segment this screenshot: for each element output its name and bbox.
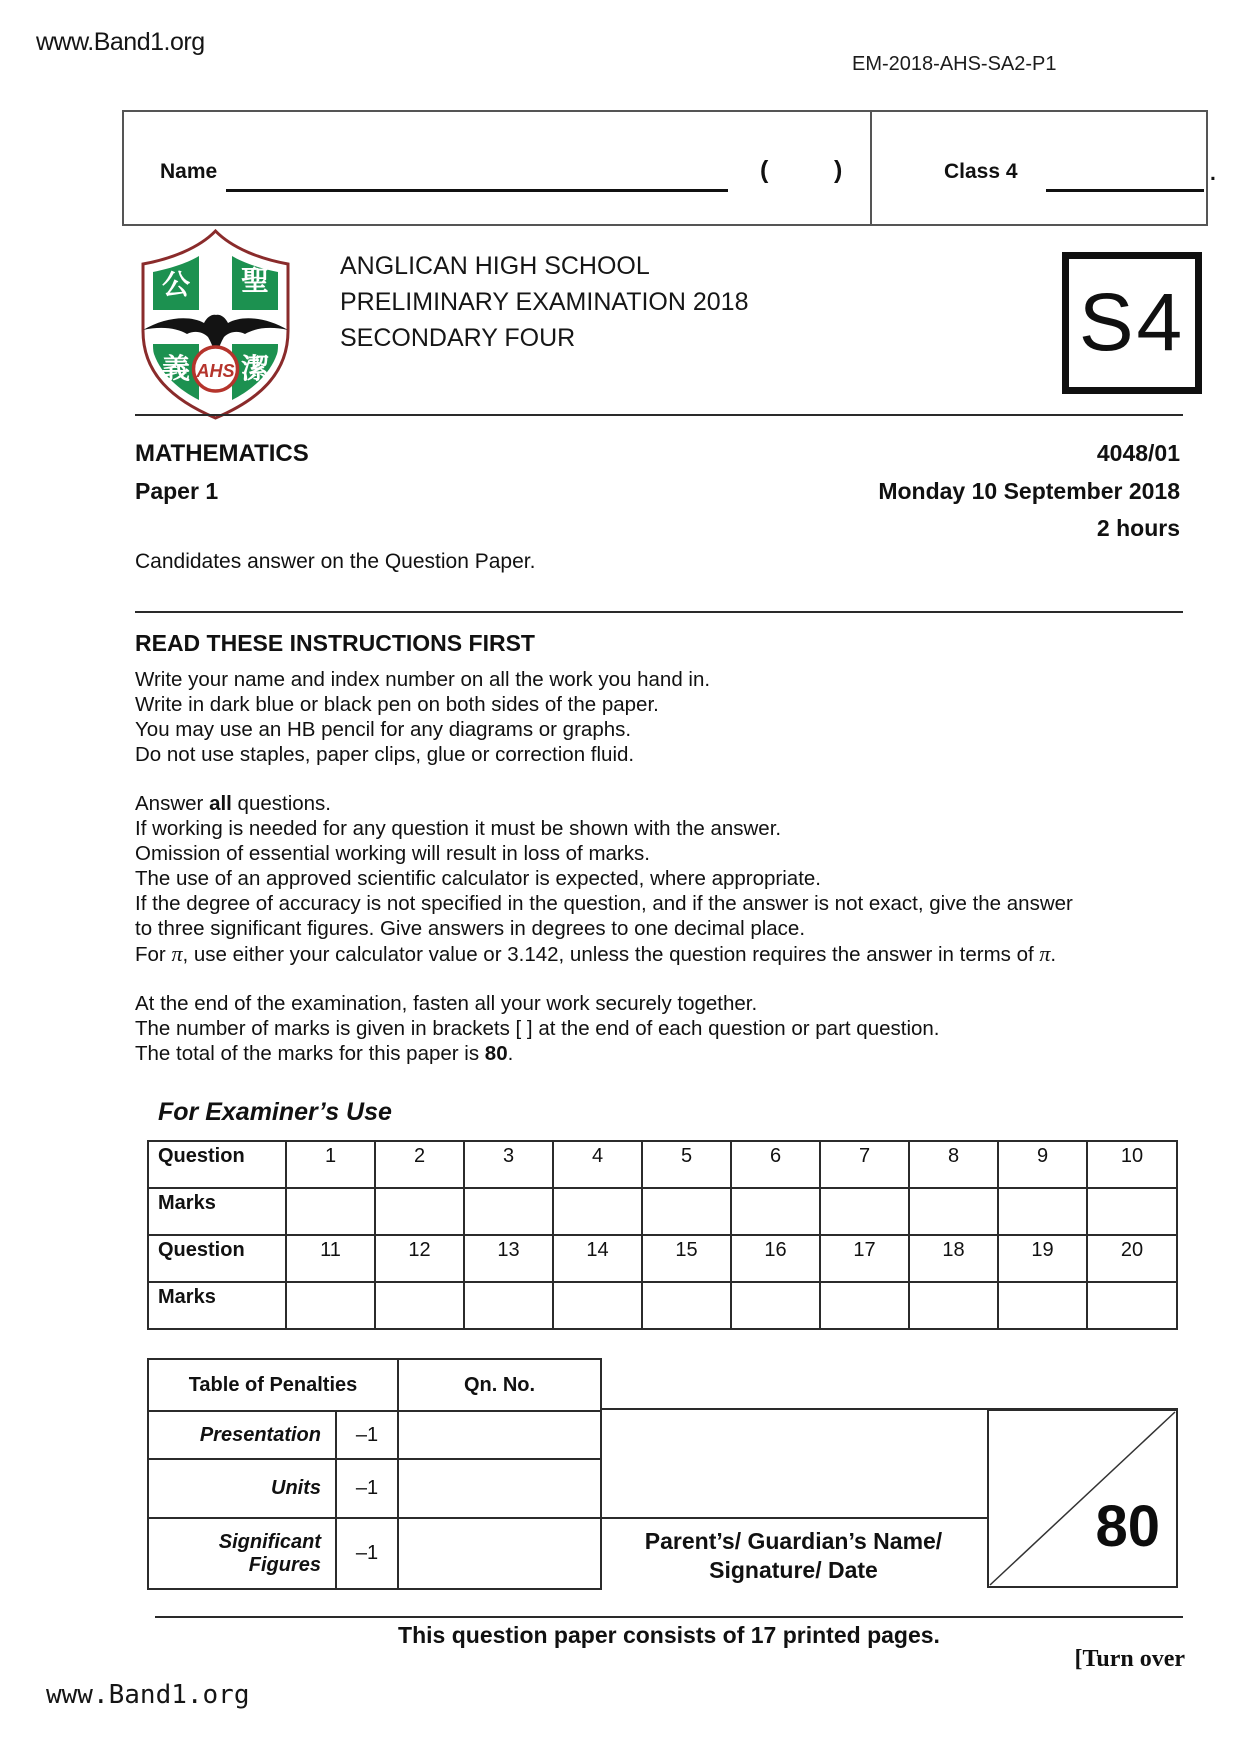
question-number-cell: 7 xyxy=(820,1141,909,1188)
penalty-label: Significant Figures xyxy=(148,1518,336,1589)
exam-date: Monday 10 September 2018 xyxy=(878,478,1180,504)
marks-blank-cell xyxy=(820,1188,909,1235)
pi-symbol: π xyxy=(1039,941,1051,966)
guardian-line-2: Signature/ Date xyxy=(709,1557,878,1583)
instructions-paragraph-2 xyxy=(135,791,1185,967)
pi-symbol: π xyxy=(171,941,183,966)
instruction-line: Do not use staples, paper clips, glue or correction fluid. xyxy=(135,743,635,766)
crest-char-top-right: 聖 xyxy=(240,265,270,296)
marks-row-label: Marks xyxy=(148,1282,286,1329)
paper-number: Paper 1 xyxy=(135,478,219,504)
divider-rule-instructions xyxy=(135,611,1183,613)
question-number-cell: 11 xyxy=(286,1235,375,1282)
divider-rule-footer xyxy=(155,1616,1183,1618)
instruction-line: At the end of the examination, fasten all your work securely together. xyxy=(135,992,758,1015)
question-number-cell: 12 xyxy=(375,1235,464,1282)
marks-blank-cell xyxy=(642,1188,731,1235)
exam-duration: 2 hours xyxy=(1096,515,1180,541)
instruction-line: You may use an HB pencil for any diagrams or graphs. xyxy=(135,718,632,741)
subject-title: MATHEMATICS xyxy=(135,440,309,467)
instruction-line: The number of marks is given in brackets [ ] at the end of each question or part question. xyxy=(135,1017,940,1040)
crest-ahs-letters: AHS xyxy=(196,361,235,381)
question-row-label: Question xyxy=(148,1141,286,1188)
question-number-cell: 18 xyxy=(909,1235,998,1282)
marks-blank-cell xyxy=(998,1282,1087,1329)
instruction-line: Omission of essential working will result in loss of marks. xyxy=(135,842,650,865)
marks-blank-cell xyxy=(642,1282,731,1329)
instructions-paragraph-1 xyxy=(135,667,1185,767)
level-badge: S4 xyxy=(1062,252,1202,394)
instruction-line: The use of an approved scientific calculator is expected, where appropriate. xyxy=(135,867,821,890)
penalty-value: –1 xyxy=(336,1459,398,1518)
class-fill-line xyxy=(1046,164,1204,192)
marks-blank-cell xyxy=(553,1188,642,1235)
question-number-cell: 16 xyxy=(731,1235,820,1282)
examiner-marks-table xyxy=(147,1140,1178,1330)
name-box-divider xyxy=(870,112,872,224)
instruction-line: Write in dark blue or black pen on both sides of the paper. xyxy=(135,693,659,716)
penalties-header: Table of Penalties xyxy=(148,1359,398,1411)
page-count-note: This question paper consists of 17 printed pages. xyxy=(398,1622,940,1648)
instructions-paragraph-3 xyxy=(135,991,1185,1066)
question-number-cell: 10 xyxy=(1087,1141,1177,1188)
marks-blank-cell xyxy=(464,1188,553,1235)
marks-blank-cell xyxy=(375,1188,464,1235)
marks-blank-cell xyxy=(553,1282,642,1329)
marks-blank-cell xyxy=(909,1188,998,1235)
penalty-value: –1 xyxy=(336,1518,398,1589)
divider-rule-top xyxy=(135,414,1183,416)
total-score-box xyxy=(987,1409,1178,1588)
answer-medium-note: Candidates answer on the Question Paper. xyxy=(135,550,536,573)
crest-char-bottom-left: 義 xyxy=(161,353,191,384)
marks-blank-cell xyxy=(286,1188,375,1235)
question-number-cell: 2 xyxy=(375,1141,464,1188)
question-number-cell: 19 xyxy=(998,1235,1087,1282)
guardian-signature-cell xyxy=(600,1517,987,1596)
question-number-cell: 17 xyxy=(820,1235,909,1282)
question-number-cell: 6 xyxy=(731,1141,820,1188)
table-row-marks-1-10 xyxy=(148,1188,1177,1235)
instruction-line: The total of the marks for this paper is 80. xyxy=(135,1042,514,1065)
table-row-marks-11-20 xyxy=(148,1282,1177,1329)
paper-code-number: 4048/01 xyxy=(1096,440,1180,466)
penalties-header-row xyxy=(148,1359,601,1411)
marks-blank-cell xyxy=(286,1282,375,1329)
penalty-qn-blank-cell xyxy=(398,1411,601,1459)
question-number-cell: 5 xyxy=(642,1141,731,1188)
marks-blank-cell xyxy=(998,1188,1087,1235)
penalty-qn-blank-cell xyxy=(398,1518,601,1589)
marks-blank-cell xyxy=(820,1282,909,1329)
question-number-cell: 14 xyxy=(553,1235,642,1282)
watermark-url-bottom: www.Band1.org xyxy=(46,1680,250,1710)
question-number-cell: 4 xyxy=(553,1141,642,1188)
watermark-url-top: www.Band1.org xyxy=(36,28,205,56)
guardian-line-1: Parent’s/ Guardian’s Name/ xyxy=(644,1528,943,1554)
penalty-row-units xyxy=(148,1459,601,1518)
marks-blank-cell xyxy=(731,1188,820,1235)
question-number-cell: 9 xyxy=(998,1141,1087,1188)
instruction-line: For π, use either your calculator value or 3.142, unless the question requires the answer in terms of π. xyxy=(135,941,1057,966)
class-period: . xyxy=(1210,162,1216,185)
marks-blank-cell xyxy=(1087,1282,1177,1329)
question-number-cell: 15 xyxy=(642,1235,731,1282)
qn-no-header: Qn. No. xyxy=(398,1359,601,1411)
penalties-table xyxy=(147,1358,602,1590)
penalty-qn-blank-cell xyxy=(398,1459,601,1518)
exam-name: PRELIMINARY EXAMINATION 2018 xyxy=(340,288,749,316)
name-label: Name xyxy=(160,160,218,183)
penalty-value: –1 xyxy=(336,1411,398,1459)
marks-blank-cell xyxy=(731,1282,820,1329)
penalty-row-significant-figures xyxy=(148,1518,601,1589)
index-paren-open: ( xyxy=(760,156,769,184)
question-number-cell: 3 xyxy=(464,1141,553,1188)
candidate-details-box xyxy=(122,110,1216,226)
marks-row-label: Marks xyxy=(148,1188,286,1235)
question-number-cell: 1 xyxy=(286,1141,375,1188)
instruction-line: If working is needed for any question it must be shown with the answer. xyxy=(135,817,782,840)
marks-blank-cell xyxy=(375,1282,464,1329)
examiner-use-heading: For Examiner’s Use xyxy=(158,1098,392,1126)
marks-blank-cell xyxy=(464,1282,553,1329)
instructions-heading: READ THESE INSTRUCTIONS FIRST xyxy=(135,630,535,656)
school-header xyxy=(340,248,748,356)
table-row-questions-1-10 xyxy=(148,1141,1177,1188)
instruction-line: If the degree of accuracy is not specified in the question, and if the answer is not exact, give the answer xyxy=(135,892,1073,915)
index-paren-close: ) xyxy=(834,156,843,184)
crest-char-bottom-right: 潔 xyxy=(240,353,270,384)
school-name: ANGLICAN HIGH SCHOOL xyxy=(340,252,650,280)
question-number-cell: 8 xyxy=(909,1141,998,1188)
instructions-section xyxy=(135,630,1185,1066)
penalty-label: Presentation xyxy=(148,1411,336,1459)
table-row-questions-11-20 xyxy=(148,1235,1177,1282)
question-number-cell: 13 xyxy=(464,1235,553,1282)
instruction-line: to three significant figures. Give answers in degrees to one decimal place. xyxy=(135,917,806,940)
penalty-row-presentation xyxy=(148,1411,601,1459)
name-fill-line xyxy=(226,164,728,192)
paper-reference-code: EM-2018-AHS-SA2-P1 xyxy=(852,53,1057,75)
instruction-line: Write your name and index number on all the work you hand in. xyxy=(135,668,711,691)
crest-char-top-left: 公 xyxy=(161,269,191,300)
turn-over-label: [Turn over xyxy=(1074,1646,1185,1672)
marks-blank-cell xyxy=(909,1282,998,1329)
class-label: Class 4 xyxy=(944,160,1018,183)
penalty-label: Units xyxy=(148,1459,336,1518)
instruction-line: Answer all questions. xyxy=(135,792,332,815)
exam-level: SECONDARY FOUR xyxy=(340,324,576,352)
marks-blank-cell xyxy=(1087,1188,1177,1235)
school-crest-logo xyxy=(133,226,298,422)
question-row-label: Question xyxy=(148,1235,286,1282)
question-number-cell: 20 xyxy=(1087,1235,1177,1282)
total-marks-value: 80 xyxy=(1095,1494,1160,1559)
